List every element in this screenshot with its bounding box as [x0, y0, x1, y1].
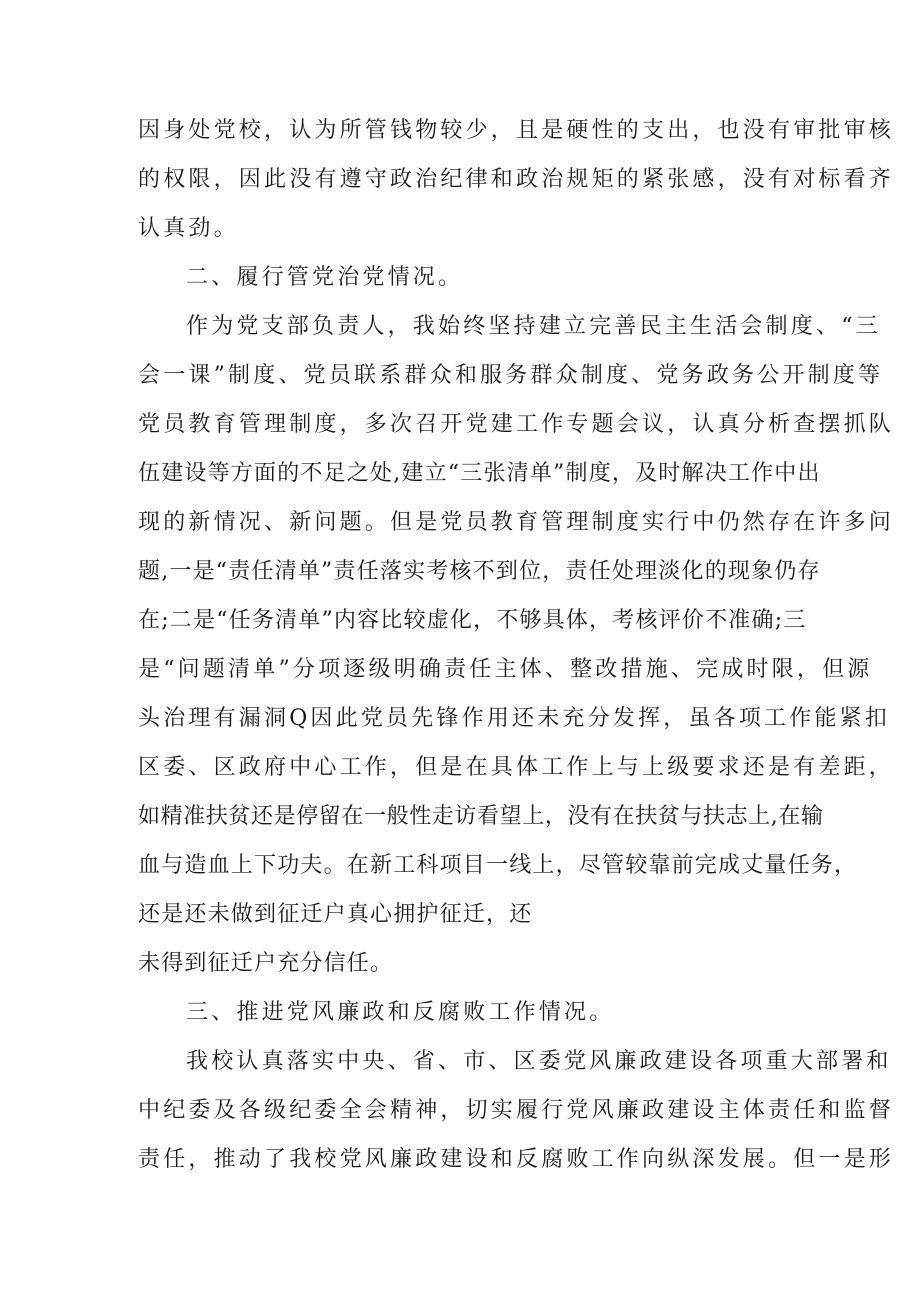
text-line: 未得到征迁户充分信任。 — [138, 951, 394, 976]
text-line: 认真劲。 — [138, 216, 239, 241]
text-line: 血与造血上下功夫。在新工科项目一线上，尽管较靠前完成丈量任务， — [138, 853, 858, 878]
text-line: 责任，推动了我校党风廉政建设和反腐败工作向纵深发展。但一是形 — [138, 1147, 895, 1172]
text-line: 中纪委及各级纪委全会精神，切实履行党风廉政建设主体责任和监督 — [138, 1098, 895, 1123]
text-line: 的权限，因此没有遵守政治纪律和政治规矩的紧张感，没有对标看齐 — [138, 167, 895, 192]
text-line: 因身处党校，认为所管钱物较少，且是硬性的支出，也没有审批审核 — [138, 118, 895, 143]
text-line: 还是还未做到征迁户真心拥护征迁，还 — [138, 902, 533, 927]
text-line: 头治理有漏洞Q因此党员先锋作用还未充分发挥，虽各项工作能紧扣 — [138, 706, 891, 731]
text-line: 在;二是“任务清单”内容比较虚化，不够具体，考核评价不准确;三 — [138, 608, 807, 633]
text-line: 题,一是“责任清单”责任落实考核不到位，责任处理淡化的现象仍存 — [138, 559, 821, 584]
text-line: 是“问题清单”分项逐级明确责任主体、整改措施、完成时限，但源 — [138, 657, 873, 682]
text-line: 伍建设等方面的不足之处,建立“三张清单”制度，及时解决工作中出 — [138, 461, 821, 486]
text-line: 现的新情况、新问题。但是党员教育管理制度实行中仍然存在许多问 — [138, 510, 895, 535]
section-heading: 二、履行管党治党情况。 — [186, 265, 464, 290]
text-line: 作为党支部负责人，我始终坚持建立完善民主生活会制度、“三 — [186, 314, 881, 339]
section-heading: 三、推进党风廉政和反腐败工作情况。 — [186, 1000, 615, 1025]
text-line: 区委、区政府中心工作，但是在具体工作上与上级要求还是有差距， — [138, 755, 895, 780]
text-line: 会一课”制度、党员联系群众和服务群众制度、党务政务公开制度等 — [138, 363, 884, 388]
text-line: 党员教育管理制度，多次召开党建工作专题会议，认真分析查摆抓队 — [138, 412, 895, 437]
text-line: 我校认真落实中央、省、市、区委党风廉政建设各项重大部署和 — [186, 1049, 892, 1074]
text-line: 如精准扶贫还是停留在一般性走访看望上，没有在扶贫与扶志上,在输 — [138, 804, 824, 829]
